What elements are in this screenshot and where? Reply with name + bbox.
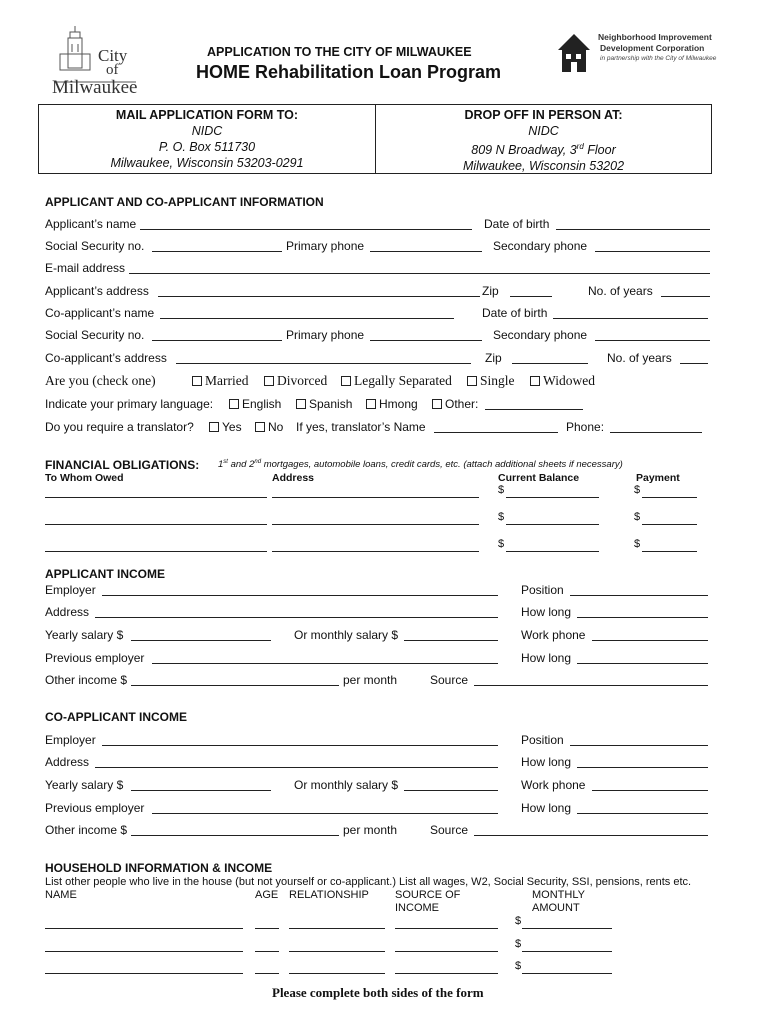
ci-address-label: Address [45, 755, 90, 769]
form-title-line1: APPLICATION TO THE CITY OF MILWAUKEE [207, 45, 472, 59]
ai-address-label: Address [45, 605, 90, 619]
applicant-address-field[interactable] [158, 296, 480, 297]
dropoff-org: NIDC [528, 124, 559, 138]
ci-employer-field[interactable] [102, 745, 498, 746]
ci-source-label: Source [430, 823, 469, 837]
translator-yes-checkbox[interactable] [209, 422, 219, 432]
house-icon [556, 30, 592, 74]
divorced-checkbox[interactable] [264, 376, 274, 386]
other-checkbox[interactable] [432, 399, 442, 409]
ci-howlong2-field[interactable] [577, 813, 708, 814]
obligation-payment-field[interactable] [642, 551, 697, 552]
applicant-ssn-label: Social Security no. [45, 239, 145, 253]
hh-name-field[interactable] [45, 928, 243, 929]
ai-yearly-field[interactable] [131, 640, 271, 641]
hh-amount-field[interactable] [522, 928, 612, 929]
applicant-name-field[interactable] [140, 229, 472, 230]
ci-howlong-label: How long [521, 755, 572, 769]
ci-howlong2-label: How long [521, 801, 572, 815]
ai-howlong-field[interactable] [577, 617, 708, 618]
coapplicant-secondary-phone-field[interactable] [595, 340, 710, 341]
applicant-zip-label: Zip [482, 284, 499, 298]
hh-age-field[interactable] [255, 951, 279, 952]
hh-relationship-field[interactable] [289, 973, 385, 974]
obligation-address-field[interactable] [272, 497, 479, 498]
ai-per-month-label: per month [343, 673, 398, 687]
translator-name-label: If yes, translator’s Name [296, 420, 426, 434]
payment-dollar: $ [634, 538, 641, 550]
applicant-years-field[interactable] [661, 296, 710, 297]
coapplicant-years-field[interactable] [680, 363, 708, 364]
ai-prev-employer-field[interactable] [152, 663, 498, 664]
obligation-address-field[interactable] [272, 524, 479, 525]
hh-col-monthly-1: MONTHLY [532, 889, 585, 901]
balance-dollar: $ [498, 511, 505, 523]
language-other-field[interactable] [485, 409, 583, 410]
hh-age-field[interactable] [255, 928, 279, 929]
col-to-whom-owed: To Whom Owed [45, 472, 124, 484]
applicant-secondary-phone-field[interactable] [595, 251, 710, 252]
ai-howlong2-field[interactable] [577, 663, 708, 664]
coapplicant-ssn-label: Social Security no. [45, 328, 145, 342]
logo-milwaukee-text: Milwaukee [52, 77, 138, 98]
ci-employer-label: Employer [45, 733, 96, 747]
applicant-name-label: Applicant’s name [45, 217, 137, 231]
ci-source-field[interactable] [474, 835, 708, 836]
hh-amount-field[interactable] [522, 951, 612, 952]
ai-monthly-label: Or monthly salary $ [294, 628, 399, 642]
obligation-balance-field[interactable] [506, 551, 599, 552]
dropoff-heading: DROP OFF IN PERSON AT: [464, 108, 623, 122]
applicant-dob-field[interactable] [556, 229, 710, 230]
obligation-whom-field[interactable] [45, 551, 267, 552]
language-english-option[interactable]: English [229, 397, 281, 411]
applicant-secondary-phone-label: Secondary phone [493, 239, 588, 253]
separated-checkbox[interactable] [341, 376, 351, 386]
coapplicant-primary-phone-field[interactable] [370, 340, 482, 341]
applicant-dob-label: Date of birth [484, 217, 550, 231]
hh-name-field[interactable] [45, 973, 243, 974]
nidc-logo [556, 30, 726, 75]
hh-col-name: NAME [45, 889, 77, 901]
mail-org: NIDC [191, 124, 223, 138]
hh-source-field[interactable] [395, 928, 498, 929]
balance-dollar: $ [498, 484, 505, 496]
english-checkbox[interactable] [229, 399, 239, 409]
footer-note: Please complete both sides of the form [272, 985, 484, 1000]
translator-phone-field[interactable] [610, 432, 702, 433]
logo-city-text: City [98, 46, 128, 65]
translator-no-option[interactable]: No [255, 420, 283, 434]
hh-col-monthly-2: AMOUNT [532, 902, 580, 914]
ai-employer-label: Employer [45, 583, 96, 597]
marital-married-option[interactable]: Married [192, 373, 248, 389]
ci-per-month-label: per month [343, 823, 398, 837]
address-box [38, 104, 712, 174]
ai-prev-employer-label: Previous employer [45, 651, 145, 665]
ai-monthly-field[interactable] [404, 640, 498, 641]
applicant-zip-field[interactable] [510, 296, 552, 297]
translator-phone-label: Phone: [566, 420, 605, 434]
hh-dollar: $ [515, 915, 522, 927]
ci-yearly-label: Yearly salary $ [45, 778, 124, 792]
coapplicant-dob-label: Date of birth [482, 306, 548, 320]
applicant-income-heading: APPLICANT INCOME [45, 567, 165, 581]
household-instructions: List other people who live in the house (but not yourself or co-applicant.) List all wages, W2, Social Security, SSI, pensions, rents etc. [45, 876, 692, 888]
hh-amount-field[interactable] [522, 973, 612, 974]
marital-separated-option[interactable]: Legally Separated [341, 373, 452, 389]
obligation-payment-field[interactable] [642, 497, 697, 498]
mail-heading: MAIL APPLICATION FORM TO: [115, 108, 299, 122]
col-current-balance: Current Balance [498, 472, 580, 484]
coapplicant-secondary-phone-label: Secondary phone [493, 328, 588, 342]
coapplicant-address-field[interactable] [176, 363, 471, 364]
hh-dollar: $ [515, 938, 522, 950]
col-payment: Payment [636, 472, 680, 484]
ci-position-field[interactable] [570, 745, 708, 746]
nidc-logo-line1: Neighborhood Improvement [598, 32, 712, 42]
ai-other-income-label: Other income $ [45, 673, 128, 687]
ci-yearly-field[interactable] [131, 790, 271, 791]
ai-position-field[interactable] [570, 595, 708, 596]
email-label: E-mail address [45, 261, 126, 275]
hh-age-field[interactable] [255, 973, 279, 974]
marital-widowed-option[interactable]: Widowed [530, 373, 595, 389]
mail-line2: Milwaukee, Wisconsin 53203-0291 [110, 156, 304, 170]
financial-note: 1st and 2nd mortgages, automobile loans, credit cards, etc. (attach additional sheets if necessary) [218, 459, 623, 471]
language-other-option[interactable]: Other: [432, 397, 478, 411]
applicant-years-label: No. of years [588, 284, 653, 298]
translator-name-field[interactable] [434, 432, 558, 433]
hh-name-field[interactable] [45, 951, 243, 952]
ai-howlong2-label: How long [521, 651, 572, 665]
language-label: Indicate your primary language: [45, 397, 214, 411]
form-title-line2: HOME Rehabilitation Loan Program [196, 62, 502, 82]
ai-position-label: Position [521, 583, 564, 597]
ai-source-label: Source [430, 673, 469, 687]
obligation-balance-field[interactable] [506, 497, 599, 498]
coapplicant-address-label: Co-applicant’s address [45, 351, 167, 365]
mail-address-column [39, 105, 376, 173]
ci-address-field[interactable] [95, 767, 498, 768]
ai-employer-field[interactable] [102, 595, 498, 596]
ci-prev-employer-field[interactable] [152, 813, 498, 814]
hh-col-source-1: SOURCE OF [395, 889, 461, 901]
coapplicant-ssn-field[interactable] [152, 340, 282, 341]
payment-dollar: $ [634, 511, 641, 523]
dropoff-address-column [376, 105, 711, 174]
coapplicant-income-heading: CO-APPLICANT INCOME [45, 710, 187, 724]
hh-col-source-2: INCOME [395, 902, 439, 914]
hh-dollar: $ [515, 960, 522, 972]
applicant-primary-phone-field[interactable] [370, 251, 482, 252]
col-address: Address [272, 472, 315, 484]
widowed-checkbox[interactable] [530, 376, 540, 386]
household-heading: HOUSEHOLD INFORMATION & INCOME [45, 861, 273, 875]
ai-yearly-label: Yearly salary $ [45, 628, 124, 642]
ai-workphone-field[interactable] [592, 640, 708, 641]
ci-monthly-field[interactable] [404, 790, 498, 791]
obligation-balance-field[interactable] [506, 524, 599, 525]
hh-col-relationship: RELATIONSHIP [289, 889, 369, 901]
single-checkbox[interactable] [467, 376, 477, 386]
translator-yes-option[interactable]: Yes [209, 420, 242, 434]
obligation-whom-field[interactable] [45, 524, 267, 525]
ci-howlong-field[interactable] [577, 767, 708, 768]
ci-workphone-label: Work phone [521, 778, 586, 792]
dropoff-line1: 809 N Broadway, 3rd Floor [471, 142, 616, 158]
email-field[interactable] [129, 273, 710, 274]
coapplicant-primary-phone-label: Primary phone [286, 328, 365, 342]
ci-workphone-field[interactable] [592, 790, 708, 791]
ai-other-income-field[interactable] [131, 685, 339, 686]
obligation-whom-field[interactable] [45, 497, 267, 498]
coapplicant-years-label: No. of years [607, 351, 672, 365]
logo-of-text: of [106, 62, 119, 78]
ai-howlong-label: How long [521, 605, 572, 619]
hh-source-field[interactable] [395, 973, 498, 974]
financial-heading: FINANCIAL OBLIGATIONS: [45, 458, 200, 472]
dropoff-line2: Milwaukee, Wisconsin 53202 [462, 159, 625, 174]
ai-source-field[interactable] [474, 685, 708, 686]
marital-divorced-option[interactable]: Divorced [264, 373, 327, 389]
nidc-logo-line3: in partnership with the City of Milwaukee [600, 55, 717, 62]
mail-line1: P. O. Box 511730 [158, 140, 256, 154]
translator-no-checkbox[interactable] [255, 422, 265, 432]
coapplicant-zip-label: Zip [485, 351, 502, 365]
balance-dollar: $ [498, 538, 505, 550]
spanish-checkbox[interactable] [296, 399, 306, 409]
hh-relationship-field[interactable] [289, 928, 385, 929]
ci-monthly-label: Or monthly salary $ [294, 778, 399, 792]
applicant-ssn-field[interactable] [152, 251, 282, 252]
city-of-milwaukee-logo [50, 26, 140, 96]
obligation-payment-field[interactable] [642, 524, 697, 525]
obligation-address-field[interactable] [272, 551, 479, 552]
married-checkbox[interactable] [192, 376, 202, 386]
coapplicant-name-label: Co-applicant’s name [45, 306, 155, 320]
translator-label: Do you require a translator? [45, 420, 194, 434]
coapplicant-dob-field[interactable] [553, 318, 708, 319]
applicant-info-heading: APPLICANT AND CO-APPLICANT INFORMATION [45, 195, 324, 209]
payment-dollar: $ [634, 484, 641, 496]
hmong-checkbox[interactable] [366, 399, 376, 409]
hh-col-age: AGE [255, 889, 279, 901]
coapplicant-name-field[interactable] [160, 318, 454, 319]
ci-other-income-field[interactable] [131, 835, 339, 836]
ai-workphone-label: Work phone [521, 628, 586, 642]
marital-single-option[interactable]: Single [467, 373, 515, 389]
language-hmong-option[interactable]: Hmong [366, 397, 418, 411]
marital-status-label: Are you (check one) [45, 373, 156, 388]
ai-address-field[interactable] [95, 617, 498, 618]
hh-relationship-field[interactable] [289, 951, 385, 952]
hh-source-field[interactable] [395, 951, 498, 952]
ci-position-label: Position [521, 733, 564, 747]
ci-prev-employer-label: Previous employer [45, 801, 145, 815]
nidc-logo-line2: Development Corporation [600, 43, 705, 53]
language-spanish-option[interactable]: Spanish [296, 397, 352, 411]
applicant-primary-phone-label: Primary phone [286, 239, 365, 253]
ci-other-income-label: Other income $ [45, 823, 128, 837]
applicant-address-label: Applicant’s address [45, 284, 149, 298]
coapplicant-zip-field[interactable] [512, 363, 588, 364]
